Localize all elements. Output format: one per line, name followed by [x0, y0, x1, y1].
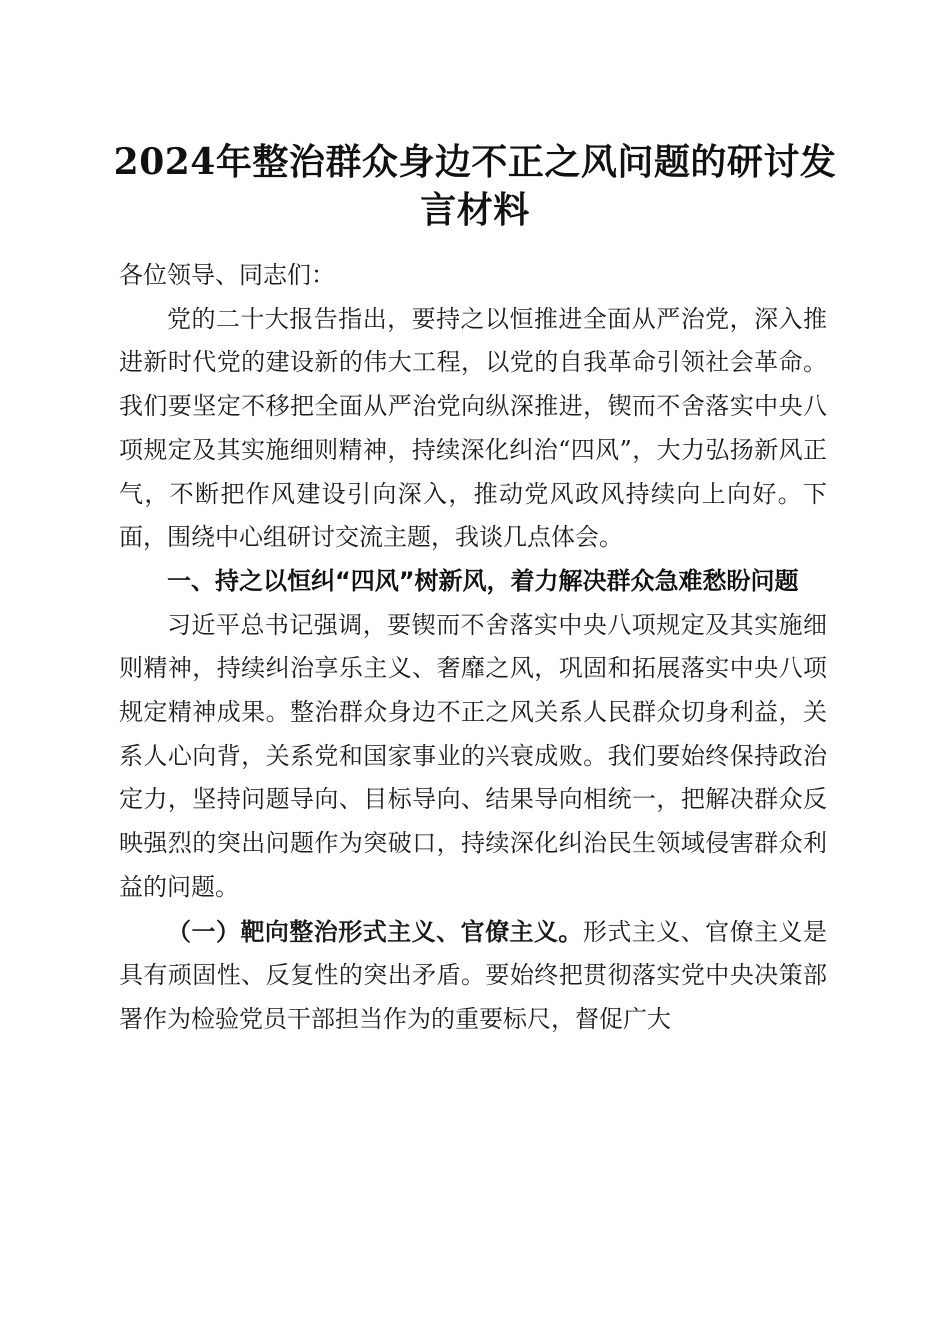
paragraph-subsection-1 — [119, 910, 827, 1042]
document-title: 2024年整治群众身边不正之风问题的研讨发言材料 — [113, 141, 837, 231]
section-heading-1: 一、持之以恒纠“四风”树新风，着力解决群众急难愁盼问题 — [167, 566, 799, 595]
paragraph-section-1: 习近平总书记强调，要锲而不舍落实中央八项规定及其实施细则精神，持续纠治享乐主义、奢靡之风，巩固和拓展落实中央八项规定精神成果。整治群众身边不正之风关系人民群众切身利益，关系人心向背，关系党和国家事业的兴衰成败。我们要始终保持政治定力，坚持问题导向、目标导向、结果导向相统一，把解决群众反映强烈的突出问题作为突破口，持续深化纠治民生领域侵害群众利益的问题。 — [119, 610, 827, 901]
paragraph-intro: 党的二十大报告指出，要持之以恒推进全面从严治党，深入推进新时代党的建设新的伟大工程，以党的自我革命引领社会革命。我们要坚定不移把全面从严治党向纵深推进，锲而不舍落实中央八项规定及其实施细则精神，持续深化纠治“四风”，大力弘扬新风正气，不断把作风建设引向深入，推动党风政风持续向上向好。下面，围绕中心组研讨交流主题，我谈几点体会。 — [119, 304, 827, 552]
document-body — [119, 254, 827, 1042]
subsection-1-text: 形式主义、官僚主义是具有顽固性、反复性的突出矛盾。要始终把贯彻落实党中央决策部署作为检验党员干部担当作为的重要标尺，督促广大 — [119, 917, 828, 1033]
salutation: 各位领导、同志们： — [119, 261, 335, 289]
subsection-heading-1: （一）靶向整治形式主义、官僚主义。 — [167, 916, 583, 946]
